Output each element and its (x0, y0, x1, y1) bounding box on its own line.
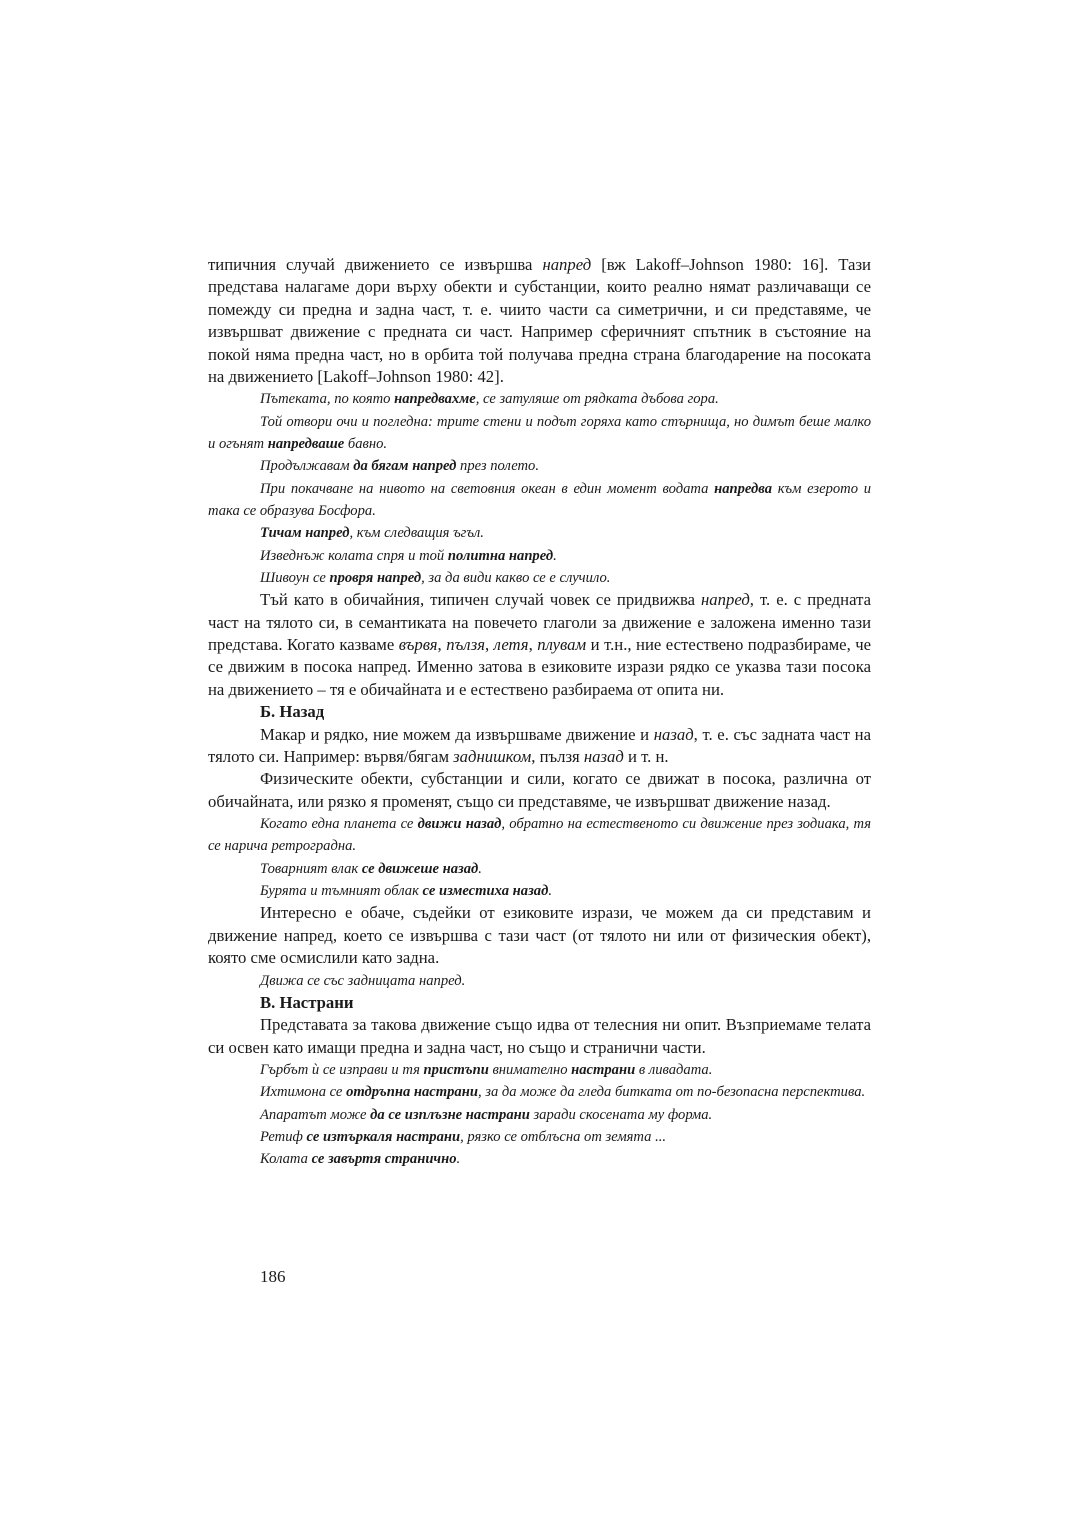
text-run: , се затуляше от рядката дъбова гора. (475, 391, 719, 408)
section-heading (208, 992, 871, 1014)
emphasis-italic: пълзя (446, 634, 485, 654)
text-run: При покачване на нивото на световния океан в един момент водата (260, 480, 715, 497)
body-paragraph (208, 768, 871, 813)
text-run: Колата (260, 1151, 312, 1168)
example-sentence (208, 411, 871, 456)
text-run: , за да може да гледа битката от по-безопасна перспектива. (477, 1084, 866, 1101)
text-run: Ихтимона се (260, 1084, 347, 1101)
emphasis-italic: назад (583, 746, 624, 766)
body-paragraph (208, 902, 871, 969)
text-run: и т.н., ние естествено подразбираме, че се движим в посока напред. Именно затова в езиковите изрази рядко се указва тази посока на движението – тя е обичайната и е естествено разбираема от опита ни. (208, 634, 872, 699)
text-run: и т. н. (623, 746, 669, 766)
emphasis-italic: напред (542, 255, 592, 274)
body-paragraph (208, 589, 871, 701)
emphasis-bold: да бягам напред (353, 458, 457, 475)
text-run: Когато една планета се (260, 816, 418, 833)
emphasis-bold: политна напред (447, 547, 554, 564)
text-run: В. Настрани (260, 992, 354, 1012)
emphasis-italic: вървя (398, 634, 438, 654)
text-run: [вж Lakoff–Johnson 1980: 16]. Тази представа налагаме дори върху обекти и субстанции, които реално нямат различаващи се помежду си предна и задна част, т. е. чиито части са симетрични, и си представяме, че извършват движение с предната си част. Например сферичният спътник в състояние на покой няма предна част, но в орбита той получава предна страна благодарение на посоката на движението [Lakoff–Johnson 1980: 42]. (208, 255, 871, 387)
text-run: Шивоун се (260, 569, 330, 586)
text-run: внимателно (488, 1062, 572, 1079)
emphasis-italic: заднишком (453, 746, 532, 766)
text-run: към езерото и така се образува Босфора. (208, 480, 871, 519)
text-run: . (548, 883, 552, 900)
emphasis-italic: плувам (537, 634, 587, 654)
example-sentence (208, 522, 871, 544)
text-run: , обратно на естественото си движение през зодиака, тя се нарича ретроградна. (208, 816, 872, 855)
text-run: в ливадата. (635, 1062, 713, 1079)
emphasis-italic: напред (701, 590, 750, 610)
text-run: Макар и рядко, ние можем да извършваме движение и (260, 724, 654, 744)
example-sentence (208, 813, 871, 858)
text-run: Гърбът ѝ се изправи и тя (260, 1062, 424, 1079)
emphasis-bold: пристъпи (423, 1062, 489, 1079)
text-run: , (437, 634, 447, 654)
emphasis-bold: движи назад (417, 816, 502, 833)
text-run: , т. е. със задната част на тялото си. Например: вървя/бягам (208, 724, 871, 766)
text-run: типичния случай движението се извършва (208, 255, 543, 274)
body-paragraph (208, 254, 871, 388)
page-text (208, 254, 871, 1171)
text-run: Движа се със задницата напред. (260, 972, 466, 989)
example-sentence (208, 1148, 871, 1170)
text-run: Товарният влак (260, 860, 362, 877)
emphasis-bold: напредвахме (394, 391, 476, 408)
emphasis-bold: се изместиха назад (422, 883, 549, 900)
text-run: , (528, 634, 538, 654)
emphasis-italic: назад (653, 724, 694, 744)
text-run: заради скосената му форма. (529, 1106, 713, 1123)
text-run: , (484, 634, 494, 654)
section-heading (208, 701, 871, 723)
example-sentence (208, 1081, 871, 1103)
body-paragraph (208, 724, 871, 769)
text-run: . (553, 547, 557, 564)
example-sentence (208, 455, 871, 477)
text-run: , за да види какво се е случило. (421, 569, 611, 586)
emphasis-bold: се движеше назад (361, 860, 479, 877)
example-sentence (208, 880, 871, 902)
emphasis-bold: се завъртя странично (311, 1151, 457, 1168)
text-run: Физическите обекти, субстанции и сили, когато се движат в посока, различна от обичайната, или рязко я променят, също си представяме, че извършват движение назад. (208, 769, 871, 811)
example-sentence (208, 388, 871, 410)
example-sentence (208, 567, 871, 589)
text-run: , рязко се отблъсна от земята ... (460, 1128, 667, 1145)
emphasis-bold: провря напред (329, 569, 422, 586)
text-run: Тъй като в обичайния, типичен случай човек се придвижва (260, 590, 702, 610)
text-run: . (456, 1151, 461, 1168)
text-run: Той отвори очи и погледна: трите стени и подът горяха като стърнища, но димът беше малко и огънят (208, 413, 871, 453)
text-run: Представата за такова движение също идва от телесния ни опит. Възприемаме телата си освен като имащи предна и задна част, но също и странични части. (208, 1015, 871, 1057)
text-run: Бурята и тъмният облак (260, 883, 423, 900)
emphasis-bold: се изтъркаля настрани (306, 1128, 461, 1145)
emphasis-bold: настрани (571, 1062, 636, 1079)
emphasis-bold: да се изплъзне настрани (370, 1106, 530, 1123)
emphasis-bold: Тичам напред (260, 525, 350, 542)
body-paragraph (208, 1014, 871, 1059)
text-run: Б. Назад (260, 702, 325, 722)
text-run: Апаратът може (260, 1106, 371, 1123)
text-run: , към следващия ъгъл. (349, 525, 484, 542)
text-run: , пълзя (531, 746, 584, 766)
text-run: Изведнъж колата спря и той (260, 547, 448, 564)
text-run: Ретиф (260, 1128, 307, 1145)
text-run: Пътеката, по която (260, 391, 395, 408)
example-sentence (208, 1104, 871, 1126)
emphasis-bold: напредва (714, 480, 773, 497)
text-run: , т. е. с предната част на тялото си, в семантиката на повечето глаголи за движение е заложена именно тази представа. Когато казваме (208, 590, 871, 654)
example-sentence (208, 858, 871, 880)
emphasis-italic: летя (493, 634, 529, 654)
text-run: . (478, 860, 482, 877)
text-run: Продължавам (260, 458, 354, 475)
example-sentence (208, 545, 871, 567)
page-number: 186 (260, 1267, 286, 1286)
emphasis-bold: отдръпна настрани (346, 1084, 478, 1101)
text-run: през полето. (456, 458, 539, 475)
example-sentence (208, 1059, 871, 1081)
example-sentence (208, 1126, 871, 1148)
emphasis-bold: напредваше (267, 436, 345, 453)
example-sentence (208, 478, 871, 523)
example-sentence (208, 970, 871, 992)
text-run: бавно. (344, 436, 388, 453)
text-run: Интересно е обаче, съдейки от езиковите изрази, че можем да си представим и движение напред, което се извършва с тази част (от тялото ни или от физическия обект), която сме осмислили като задна. (208, 903, 871, 968)
